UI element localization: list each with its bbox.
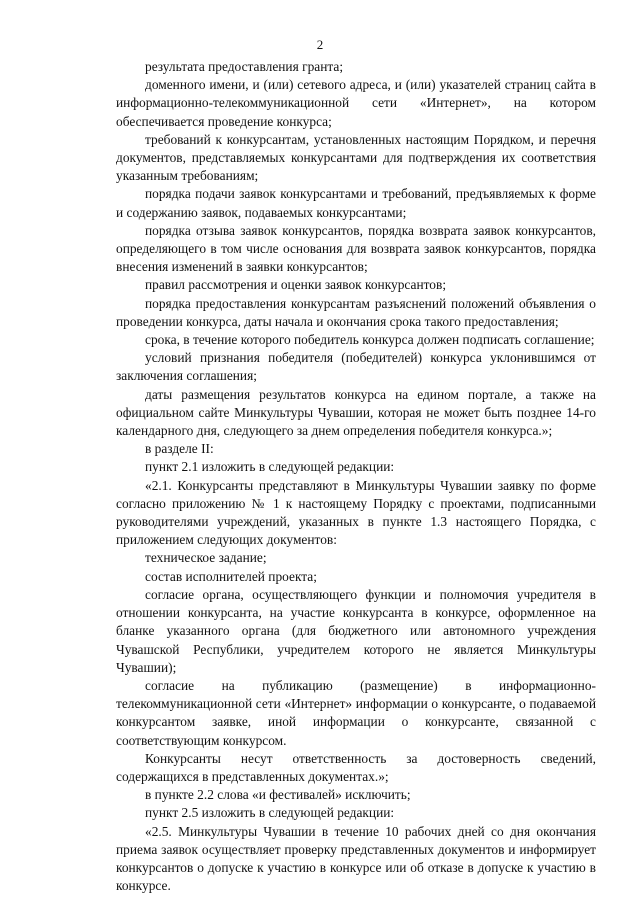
paragraph: согласие органа, осуществляющего функции и полномочия учредителя в отношении конкурсанта, на участие конкурсанта в конкурсе, оформленное на бланке указанного органа (для бюджетного или автономного учреждения Чувашской Республики, учредителем которого не является Минкультуры Чувашии);: [116, 586, 596, 675]
paragraph: порядка подачи заявок конкурсантами и требований, предъявляемых к форме и содержанию заявок, подаваемых конкурсантами;: [116, 186, 596, 220]
paragraph: результата предоставления гранта;: [145, 59, 344, 74]
page-number: 2: [316, 37, 324, 52]
paragraph: пункт 2.1 изложить в следующей редакции:: [145, 459, 395, 475]
paragraph: порядка отзыва заявок конкурсантов, порядка возврата заявок конкурсантов, определяющего в том числе основания для возврата заявок конкурсантов, порядка внесения изменений в заявки конкурсантов;: [116, 222, 596, 275]
paragraph: срока, в течение которого победитель конкурса должен подписать соглашение;: [145, 332, 595, 348]
paragraph: Конкурсанты несут ответственность за достоверность сведений, содержащихся в представленных документах.»;: [116, 750, 596, 784]
paragraph: пункт 2.5 изложить в следующей редакции:: [145, 805, 395, 821]
paragraph: даты размещения результатов конкурса на едином портале, а также на официальном сайте Минкультуры Чувашии, которая не может быть позднее 14-го календарного дня, следующего за днем определения победителя конкурса.»;: [116, 386, 596, 439]
paragraph: правил рассмотрения и оценки заявок конкурсантов;: [145, 277, 447, 293]
paragraph: согласие на публикацию (размещение) в информационно-телекоммуникационной сети «Интернет» информации о конкурсанте, о подаваемой конкурсантом заявке, иной информации о конкурсанте, связанной с соответствующим конкурсом.: [116, 677, 596, 748]
paragraph: условий признания победителя (победителей) конкурса уклонившимся от заключения соглашения;: [116, 350, 596, 384]
paragraph: порядка предоставления конкурсантам разъяснений положений объявления о проведении конкурса, даты начала и окончания срока такого предоставления;: [116, 295, 596, 329]
paragraph: «2.1. Конкурсанты представляют в Минкультуры Чувашии заявку по форме согласно приложению № 1 к настоящему Порядку с проектами, подписанными руководителями учреждений, указанных в пункте 1.3 настоящего Порядка, с приложением следующих документов:: [116, 477, 596, 548]
paragraph: состав исполнителей проекта;: [145, 568, 317, 584]
paragraph: доменного имени, и (или) сетевого адреса, и (или) указателей страниц сайта в информационно-телекоммуникационной сети «Интернет», на котором обеспечивается проведение конкурса;: [116, 77, 596, 129]
paragraph: в разделе II:: [145, 441, 214, 457]
paragraph: требований к конкурсантам, установленных настоящим Порядком, и перечня документов, представляемых конкурсантами для подтверждения их соответствия указанным требованиям;: [116, 131, 596, 184]
paragraph: «2.5. Минкультуры Чувашии в течение 10 рабочих дней со дня окончания приема заявок осуществляет проверку представленных документов и информирует конкурсантов о допуске к участию в конкурсе или об отказе в допуске к участию в конкурсе.: [116, 823, 596, 894]
document-body: [116, 58, 596, 895]
paragraph: техническое задание;: [145, 550, 267, 566]
paragraph: в пункте 2.2 слова «и фестивалей» исключить;: [145, 787, 411, 803]
